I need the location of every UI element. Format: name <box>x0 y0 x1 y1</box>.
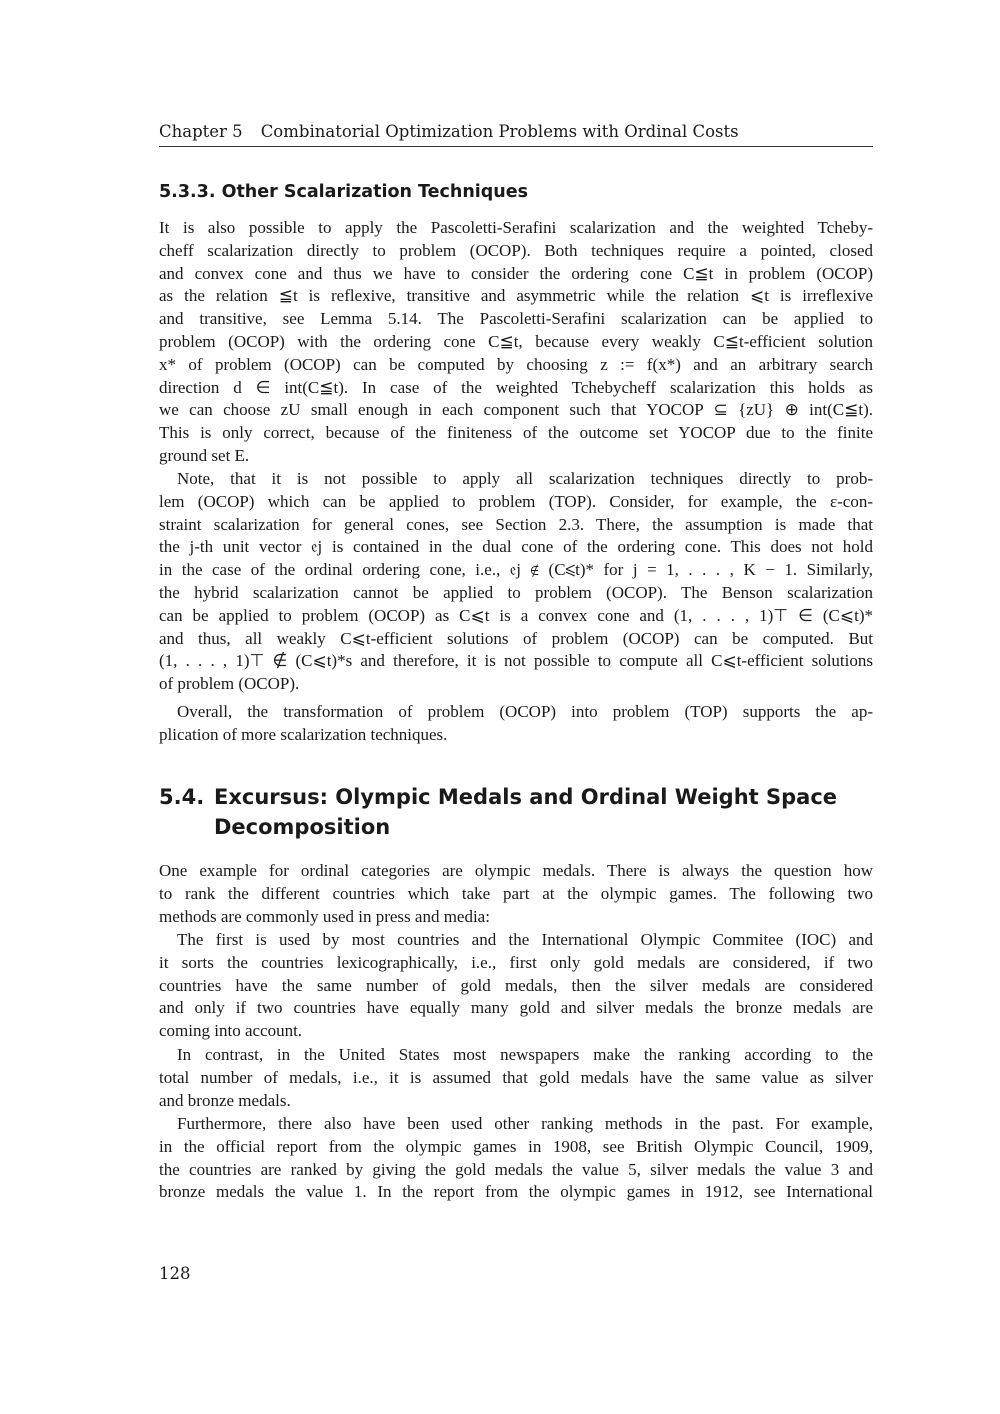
section-title-line-2: Decomposition <box>214 815 391 839</box>
text-line: and bronze medals. <box>159 1090 291 1110</box>
text-line: the j-th unit vector 𝔢j is contained in the dual cone of the ordering cone. This does not hold <box>159 537 873 557</box>
text-line: and convex cone and thus we have to consider the ordering cone C≦t in problem (OCOP) <box>159 263 873 283</box>
text-line: It is also possible to apply the Pascoletti-Serafini scalarization and the weighted Tcheby- <box>159 218 873 237</box>
text-line: x* of problem (OCOP) can be computed by choosing z := f(x*) and an arbitrary search <box>159 354 873 374</box>
text-line: ground set E. <box>159 445 250 465</box>
text-line: and transitive, see Lemma 5.14. The Pascoletti-Serafini scalarization can be applied to <box>159 309 873 329</box>
chapter-label: Chapter 5 <box>159 122 243 141</box>
text-line: Furthermore, there also have been used other ranking methods in the past. For example, <box>177 1114 873 1133</box>
section-54-paragraph-2 <box>159 929 873 1043</box>
text-line: cheff scalarization directly to problem (OCOP). Both techniques require a pointed, closed <box>159 240 873 260</box>
text-line: The first is used by most countries and the International Olympic Commitee (IOC) and <box>177 930 873 949</box>
text-line: it sorts the countries lexicographically, i.e., first only gold medals are considered, if two <box>159 952 873 972</box>
text-line: in the case of the ordinal ordering cone, i.e., 𝔢j ∉ (C⩽t)* for j = 1, . . . , K − 1. Similarly, <box>159 560 873 580</box>
text-line: Note, that it is not possible to apply all scalarization techniques directly to prob- <box>177 469 873 488</box>
text-line: plication of more scalarization techniques. <box>159 724 448 744</box>
text-line: One example for ordinal categories are olympic medals. There is always the question how <box>159 861 873 880</box>
section-title-line-1: Excursus: Olympic Medals and Ordinal Weight Space <box>214 785 838 809</box>
text-line: as the relation ≦t is reflexive, transitive and asymmetric while the relation ⩽t is irreflexive <box>159 286 873 306</box>
chapter-title: Combinatorial Optimization Problems with Ordinal Costs <box>260 122 739 141</box>
text-line: and thus, all weakly C⩽t-efficient solutions of problem (OCOP) can be computed. But <box>159 628 873 648</box>
section-number: 5.4. <box>159 785 205 809</box>
running-header <box>159 121 873 147</box>
text-line: Overall, the transformation of problem (OCOP) into problem (TOP) supports the ap- <box>177 702 873 721</box>
subsection-533-paragraph-2 <box>159 468 873 696</box>
text-line: direction d ∈ int(C≦t). In case of the weighted Tchebycheff scalarization this holds as <box>159 377 873 397</box>
text-line: This is only correct, because of the finiteness of the outcome set YOCOP due to the finite <box>159 423 873 443</box>
text-line: bronze medals the value 1. In the report from the olympic games in 1912, see International <box>159 1182 873 1202</box>
text-line: and only if two countries have equally many gold and silver medals the bronze medals are <box>159 998 873 1018</box>
subsection-533-paragraph-1 <box>159 217 873 468</box>
text-line: total number of medals, i.e., it is assumed that gold medals have the same value as silver <box>159 1067 873 1087</box>
text-line: lem (OCOP) which can be applied to problem (TOP). Consider, for example, the ε-con- <box>159 491 873 511</box>
section-54-paragraph-3 <box>159 1044 873 1112</box>
text-line: methods are commonly used in press and media: <box>159 906 490 926</box>
text-line: problem (OCOP) with the ordering cone C≦t, because every weakly C≦t-efficient solution <box>159 331 873 351</box>
text-line: (1, . . . , 1)⊤ ∉ (C⩽t)*s and therefore, it is not possible to compute all C⩽t-efficient solutions <box>159 651 873 671</box>
text-line: of problem (OCOP). <box>159 674 300 694</box>
text-line: to rank the different countries which take part at the olympic games. The following two <box>159 883 873 903</box>
text-line: we can choose zU small enough in each component such that YOCOP ⊆ {zU} ⊕ int(C≦t). <box>159 400 873 420</box>
text-line: the countries are ranked by giving the gold medals the value 5, silver medals the value 3 and <box>159 1159 873 1179</box>
text-line: the hybrid scalarization cannot be applied to problem (OCOP). The Benson scalarization <box>159 582 873 602</box>
section-heading <box>159 782 837 842</box>
text-line: coming into account. <box>159 1021 303 1041</box>
page-number: 128 <box>159 1264 191 1283</box>
section-54-paragraph-1 <box>159 860 873 928</box>
text-line: can be applied to problem (OCOP) as C⩽t is a convex cone and (1, . . . , 1)⊤ ∈ (C⩽t)* <box>159 605 873 625</box>
text-line: straint scalarization for general cones, see Section 2.3. There, the assumption is made that <box>159 514 873 534</box>
text-line: In contrast, in the United States most newspapers make the ranking according to the <box>177 1045 873 1064</box>
text-line: in the official report from the olympic games in 1908, see British Olympic Council, 1909, <box>159 1136 873 1156</box>
section-54-paragraph-4 <box>159 1113 873 1204</box>
subsection-heading: 5.3.3. Other Scalarization Techniques <box>159 182 529 202</box>
text-line: countries have the same number of gold medals, then the silver medals are considered <box>159 975 873 995</box>
subsection-533-paragraph-3 <box>159 701 873 747</box>
